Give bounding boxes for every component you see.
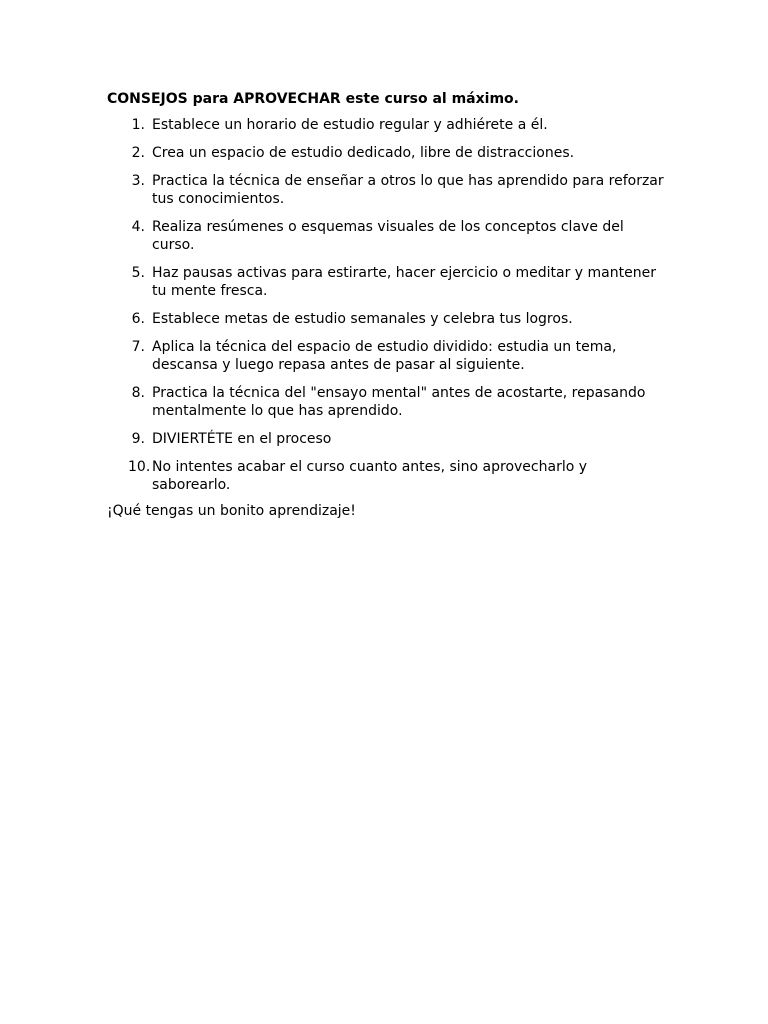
- list-item-number: 4.: [131, 219, 145, 235]
- list-item-text: Practica la técnica de enseñar a otros lo que has aprendido para reforzar tus conocimientos.: [152, 173, 664, 207]
- list-item: [107, 144, 667, 162]
- list-item: [107, 264, 667, 300]
- list-item: [107, 458, 667, 494]
- list-item-number: 2.: [131, 145, 145, 161]
- list-item-text: No intentes acabar el curso cuanto antes, sino aprovecharlo y saborearlo.: [152, 459, 588, 493]
- list-item-text: Establece metas de estudio semanales y celebra tus logros.: [152, 311, 573, 327]
- list-item: [107, 218, 667, 254]
- document-page: [107, 90, 667, 520]
- list-item-text: Establece un horario de estudio regular y adhiérete a él.: [152, 117, 548, 133]
- list-item: [107, 430, 667, 448]
- closing-message: ¡Qué tengas un bonito aprendizaje!: [107, 503, 356, 519]
- list-item-number: 8.: [131, 385, 145, 401]
- list-item: [107, 172, 667, 208]
- list-item-number: 9.: [131, 431, 145, 447]
- list-item: [107, 384, 667, 420]
- list-item: [107, 116, 667, 134]
- list-item-number: 3.: [131, 173, 145, 189]
- list-item-text: Practica la técnica del "ensayo mental" antes de acostarte, repasando mentalmente lo que has aprendido.: [152, 385, 646, 419]
- document-title: CONSEJOS para APROVECHAR este curso al máximo.: [107, 91, 519, 107]
- list-item-text: DIVIERTÉTE en el proceso: [152, 431, 332, 447]
- list-item: [107, 338, 667, 374]
- list-item-number: 6.: [131, 311, 145, 327]
- list-item-text: Aplica la técnica del espacio de estudio dividido: estudia un tema, descansa y luego repasa antes de pasar al siguiente.: [152, 339, 617, 373]
- list-item-number: 1.: [131, 117, 145, 133]
- list-item-number: 10.: [128, 459, 151, 475]
- list-item: [107, 310, 667, 328]
- list-item-text: Haz pausas activas para estirarte, hacer ejercicio o meditar y mantener tu mente fresca.: [152, 265, 656, 299]
- list-item-text: Crea un espacio de estudio dedicado, libre de distracciones.: [152, 145, 575, 161]
- list-item-text: Realiza resúmenes o esquemas visuales de los conceptos clave del curso.: [152, 219, 624, 253]
- list-item-number: 5.: [131, 265, 145, 281]
- list-item-number: 7.: [131, 339, 145, 355]
- tips-list: [107, 116, 667, 494]
